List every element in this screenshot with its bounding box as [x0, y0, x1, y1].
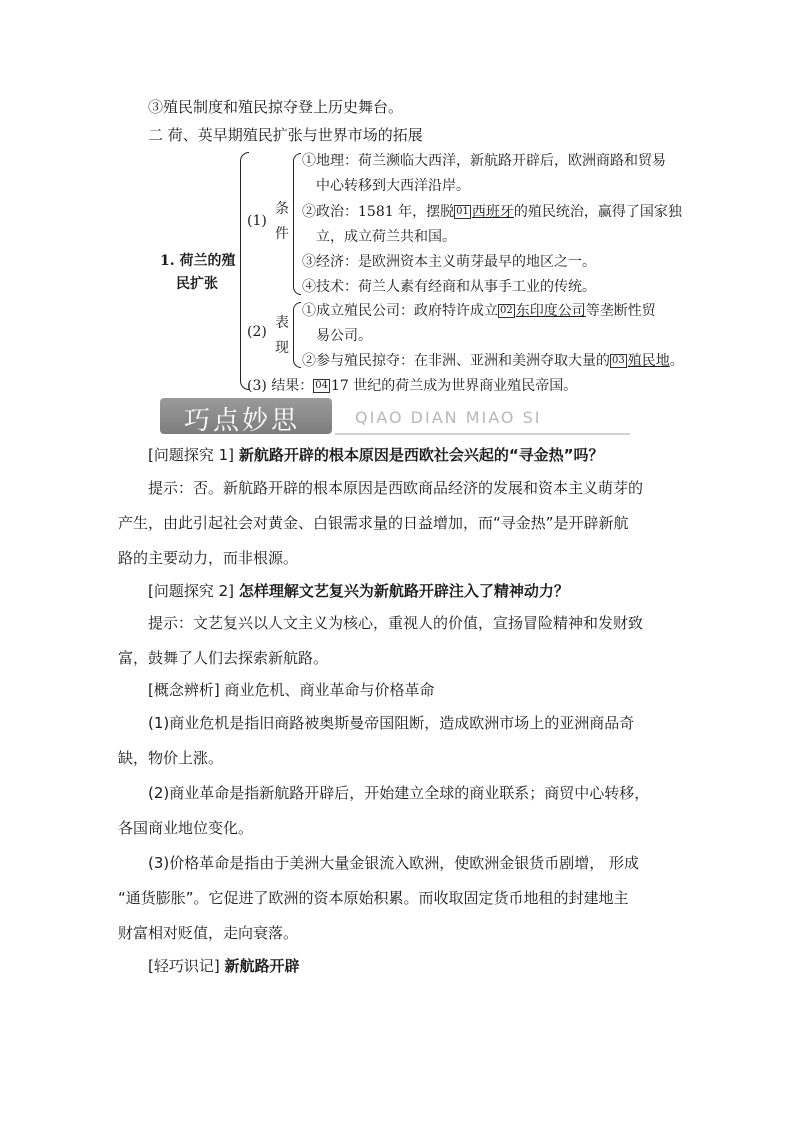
blank-01-box: 01: [456, 206, 469, 217]
answer-1-line-1: 提示：否。新航路开辟的根本原因是西欧商品经济的发展和资本主义萌芽的: [148, 479, 644, 497]
politics-text-post: 的殖民统治，赢得了国家独: [513, 204, 682, 220]
condition-politics-cont: 立，成立荷兰共和国。: [316, 229, 456, 245]
answer-1-line-2: 产生，由此引起社会对黄金、白银需求量的日益增加，而“寻金热”是开辟新航: [118, 514, 629, 532]
banner-title: 巧点妙思: [184, 406, 301, 436]
performance-number: (2): [247, 324, 267, 340]
concept-p3-line-2: “通货膨胀”。它促进了欧洲的资本原始积累。而收取固定货币地租的封建地主: [118, 889, 629, 907]
performance-plunder: [302, 350, 684, 370]
condition-tech: ④技术：荷兰人素有经商和从事手工业的传统。: [302, 279, 596, 295]
conditions-brace: [293, 153, 301, 295]
banner-underline: [335, 433, 630, 435]
performance-label-2: 现: [275, 340, 289, 356]
blank-03-box: 03: [612, 355, 625, 366]
condition-geography-cont: 中心转移到大西洋沿岸。: [316, 178, 470, 194]
concept-p1-line-1: (1)商业危机是指旧商路被奥斯曼帝国阻断，造成欧洲市场上的亚洲商品奇: [148, 714, 635, 732]
concept-heading: [148, 673, 435, 708]
blank-04-box: 04: [315, 380, 329, 391]
section-banner: [160, 398, 630, 438]
condition-economy: ③经济：是欧洲资本主义萌芽最早的地区之一。: [302, 254, 596, 270]
perf1-text-post: 等垄断性贸: [585, 303, 656, 319]
performance-label-1: 表: [275, 315, 289, 331]
condition-geography: ①地理：荷兰濒临大西洋，新航路开辟后，欧洲商路和贸易: [302, 153, 666, 169]
question-2-text: 怎样理解文艺复兴为新航路开辟注入了精神动力？: [238, 582, 569, 600]
main-brace: [240, 152, 249, 390]
perf1-text-pre: ①成立殖民公司：政府特许成立: [302, 303, 498, 319]
blank-01-answer: 西班牙: [471, 204, 514, 220]
section-heading: 二 荷、英早期殖民扩张与世界市场的拓展: [148, 126, 423, 144]
performance-brace: [293, 302, 301, 368]
concept-p1-line-2: 缺，物价上涨。: [118, 749, 224, 767]
concept-tag: [概念辨析]: [148, 681, 220, 699]
answer-1-line-3: 路的主要动力，而非根源。: [118, 549, 299, 567]
question-1-text: 新航路开辟的根本原因是西欧社会兴起的“寻金热”吗？: [238, 446, 604, 464]
memory-tip-title: 新航路开辟: [224, 957, 300, 975]
blank-02-answer: 东印度公司: [515, 303, 586, 319]
result-text-pre: (3) 结果：: [247, 378, 314, 394]
concept-title: 商业危机、商业革命与价格革命: [224, 681, 435, 699]
performance-company-cont: 易公司。: [316, 328, 372, 344]
concept-p3-line-1: (3)价格革命是指由于美洲大量金银流入欧洲，使欧洲金银货币剧增， 形成: [148, 854, 640, 872]
blank-02-box: 02: [500, 305, 513, 316]
blank-03-answer: 殖民地: [627, 353, 670, 369]
performance-company: [302, 300, 656, 320]
concept-p2-line-2: 各国商业地位变化。: [118, 819, 254, 837]
question-1-tag: [问题探究 1]: [148, 446, 235, 464]
condition-politics: [302, 201, 682, 221]
conditions-label-1: 条: [275, 201, 289, 217]
question-2: [148, 574, 569, 609]
memory-tip-tag: [轻巧识记]: [148, 957, 220, 975]
politics-text-pre: ②政治：1581 年，摆脱: [302, 204, 455, 220]
intro-line: ③殖民制度和殖民掠夺登上历史舞台。: [148, 98, 404, 116]
memory-tip-heading: [148, 949, 300, 984]
concept-p2-line-1: (2)商业革命是指新航路开辟后，开始建立全球的商业联系；商贸中心转移，: [148, 784, 650, 802]
perf2-text-pre: ②参与殖民掠夺：在非洲、亚洲和美洲夺取大量的: [302, 353, 610, 369]
conditions-label-2: 件: [275, 226, 289, 242]
question-1: [148, 438, 604, 473]
result-text-post: 17 世纪的荷兰成为世界商业殖民帝国。: [331, 378, 578, 394]
conditions-number: (1): [247, 213, 267, 229]
root-label-line1: 1. 荷兰的殖: [160, 253, 236, 269]
question-2-tag: [问题探究 2]: [148, 582, 235, 600]
root-label-line2: 民扩张: [176, 276, 218, 292]
concept-p3-line-3: 财富相对贬值，走向衰落。: [118, 924, 299, 942]
answer-2-line-1: 提示：文艺复兴以人文主义为核心，重视人的价值，宣扬冒险精神和发财致: [148, 614, 644, 632]
answer-2-line-2: 富，鼓舞了人们去探索新航路。: [118, 649, 329, 667]
perf2-text-post: 。: [669, 353, 684, 369]
banner-subtitle: QIAO DIAN MIAO SI: [355, 408, 542, 427]
result-line: [247, 375, 577, 395]
